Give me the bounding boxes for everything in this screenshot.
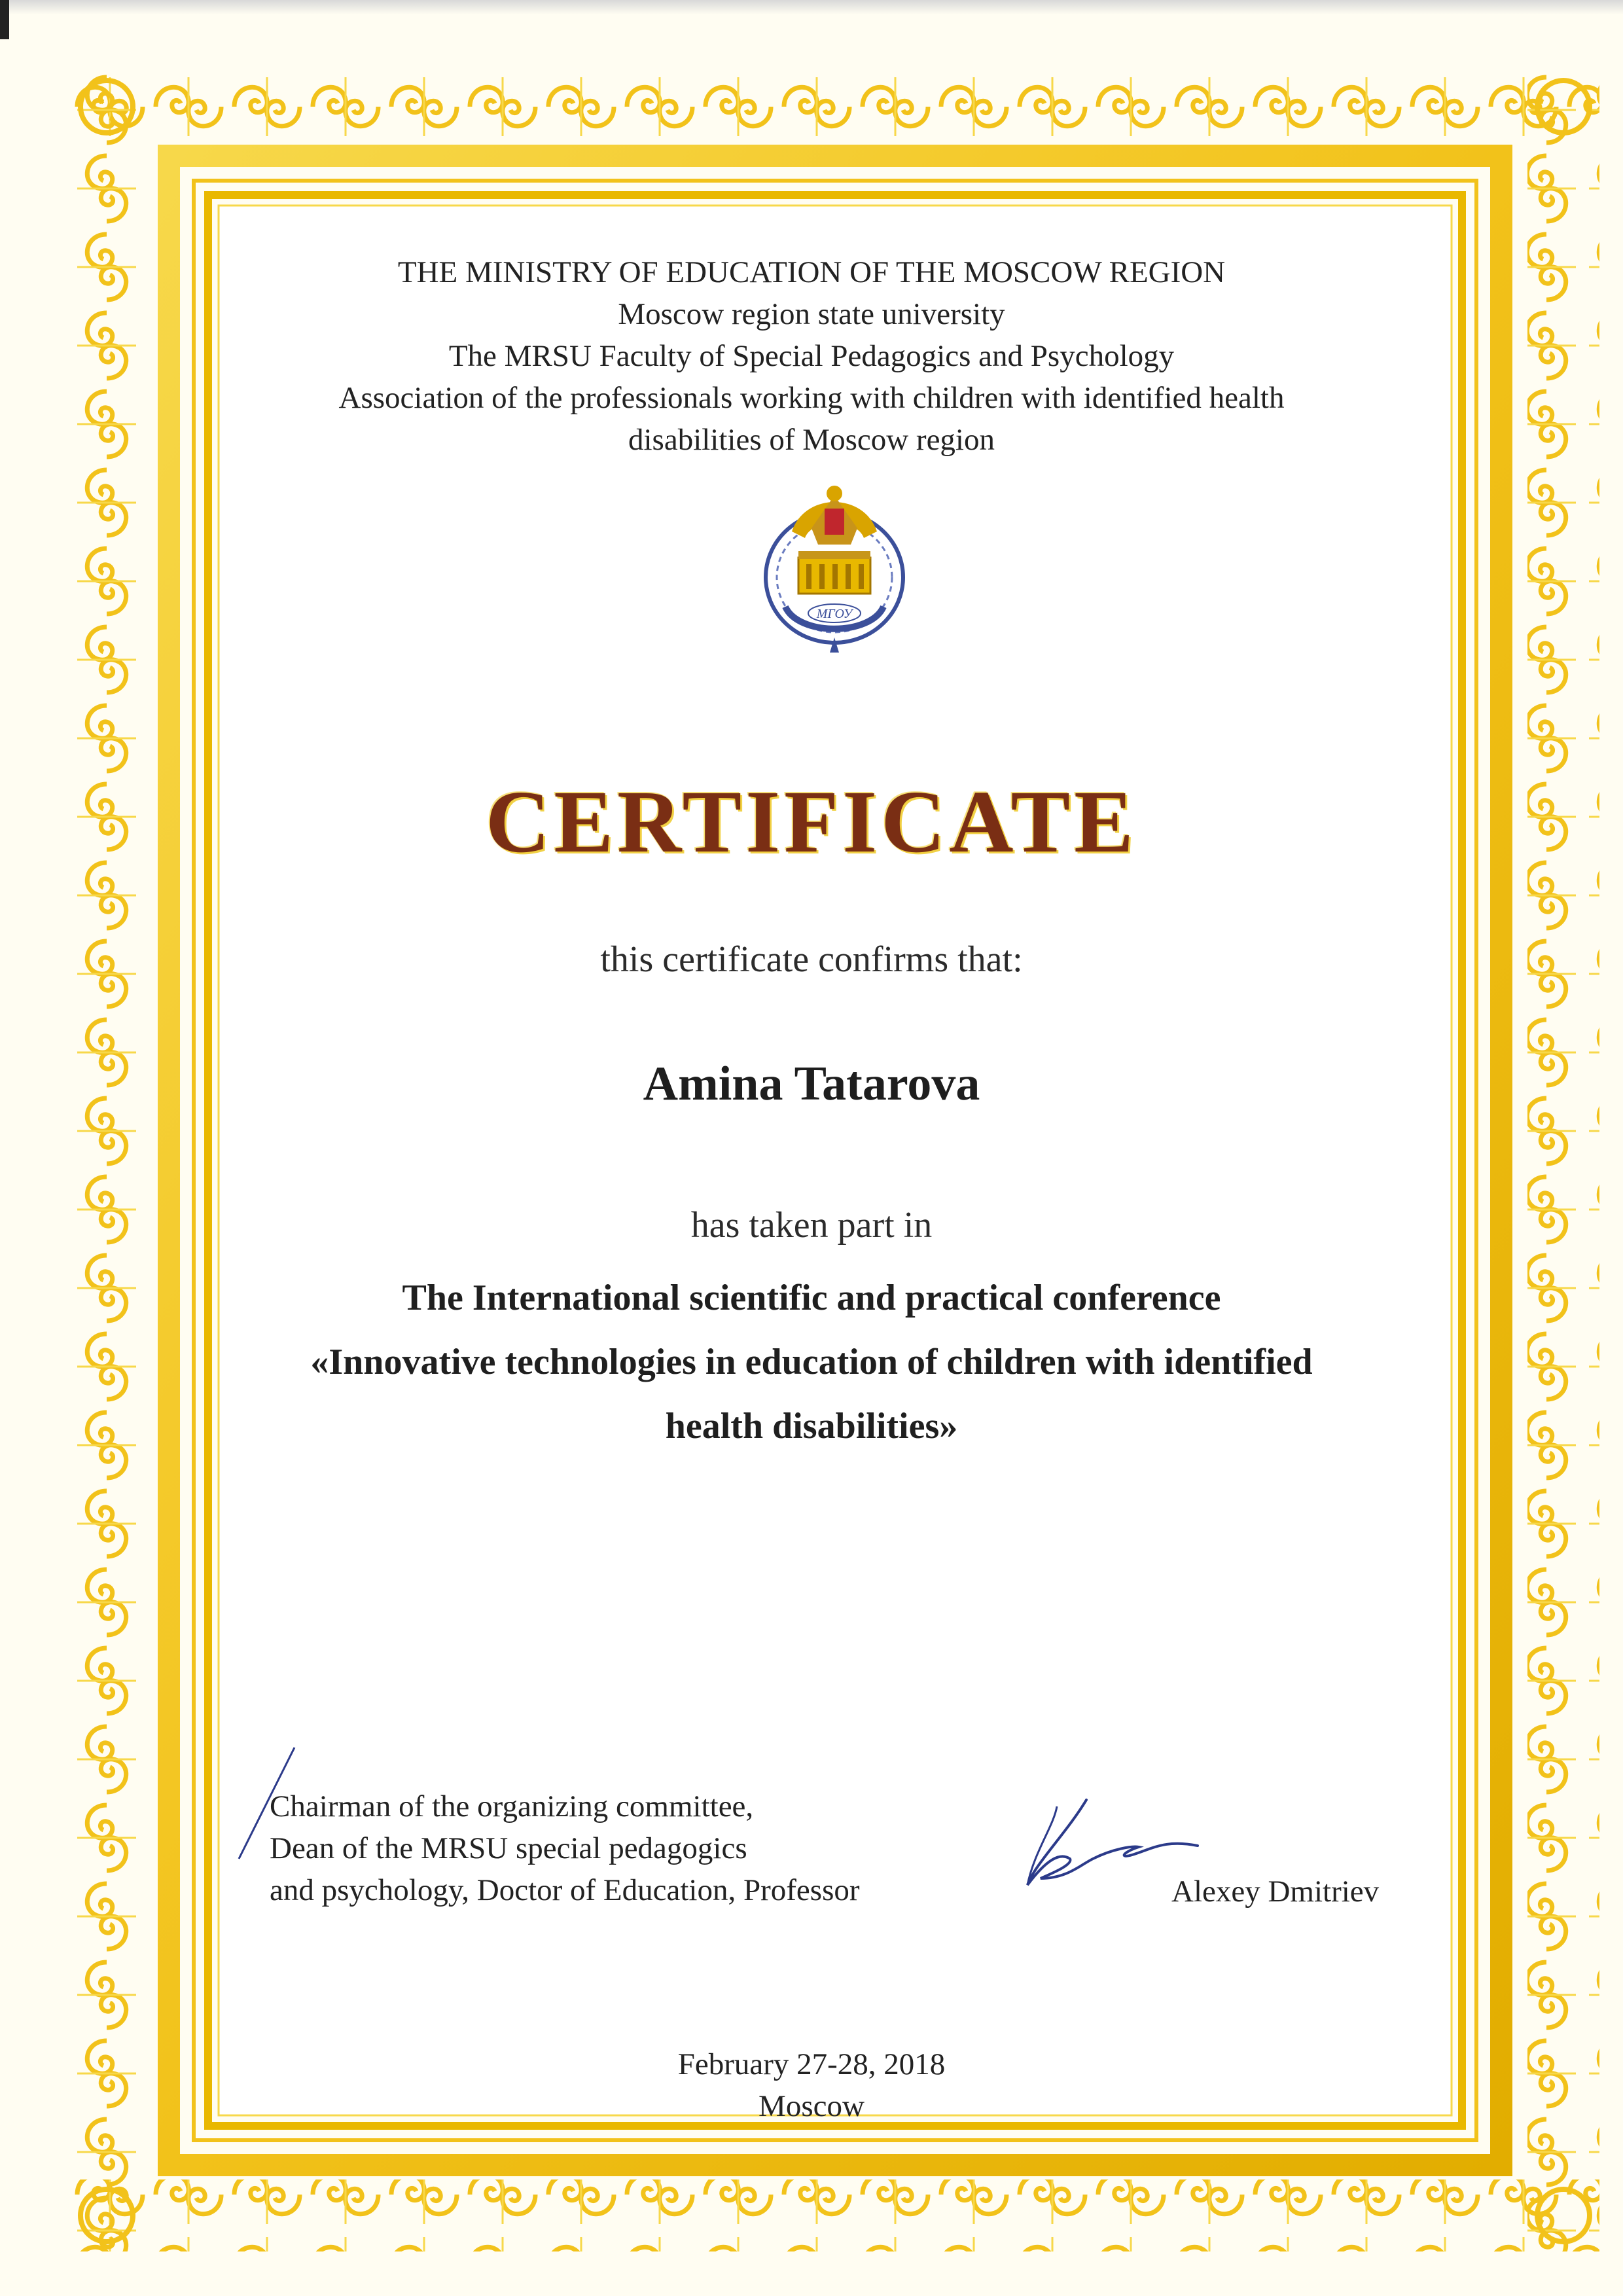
signatory-position-1: Chairman of the organizing committee, [270,1789,754,1823]
university-crest-icon [759,466,910,656]
header-association: Association of the professionals working with children with identified health [338,381,1285,415]
header-university: Moscow region state university [618,297,1005,331]
signatory-position-2: Dean of the MRSU special pedagogics [270,1831,747,1865]
header-faculty: The MRSU Faculty of Special Pedagogics and Psychology [448,339,1175,373]
participation-text: has taken part in [690,1205,933,1246]
event-date: February 27-28, 2018 [677,2047,946,2081]
signatory-name: Alexey Dmitriev [1171,1874,1380,1909]
signatory-position-3: and psychology, Doctor of Education, Professor [270,1873,860,1907]
certificate-title: CERTIFICATE [486,773,1137,871]
conference-line-2: «Innovative technologies in education of children with identified [310,1342,1313,1382]
recipient-name: Amina Tatarova [643,1057,980,1111]
header-association-cont: disabilities of Moscow region [628,423,995,457]
event-place: Moscow [758,2089,865,2123]
conference-line-3: health disabilities» [665,1406,958,1446]
svg-text:МГОУ: МГОУ [816,607,853,621]
scan-edge-mark [0,0,9,39]
conference-line-1: The International scientific and practical conference [402,1278,1221,1318]
header-ministry: THE MINISTRY OF EDUCATION OF THE MOSCOW REGION [397,255,1226,289]
scan-shadow [0,0,1623,14]
confirms-text: this certificate confirms that: [600,939,1023,980]
